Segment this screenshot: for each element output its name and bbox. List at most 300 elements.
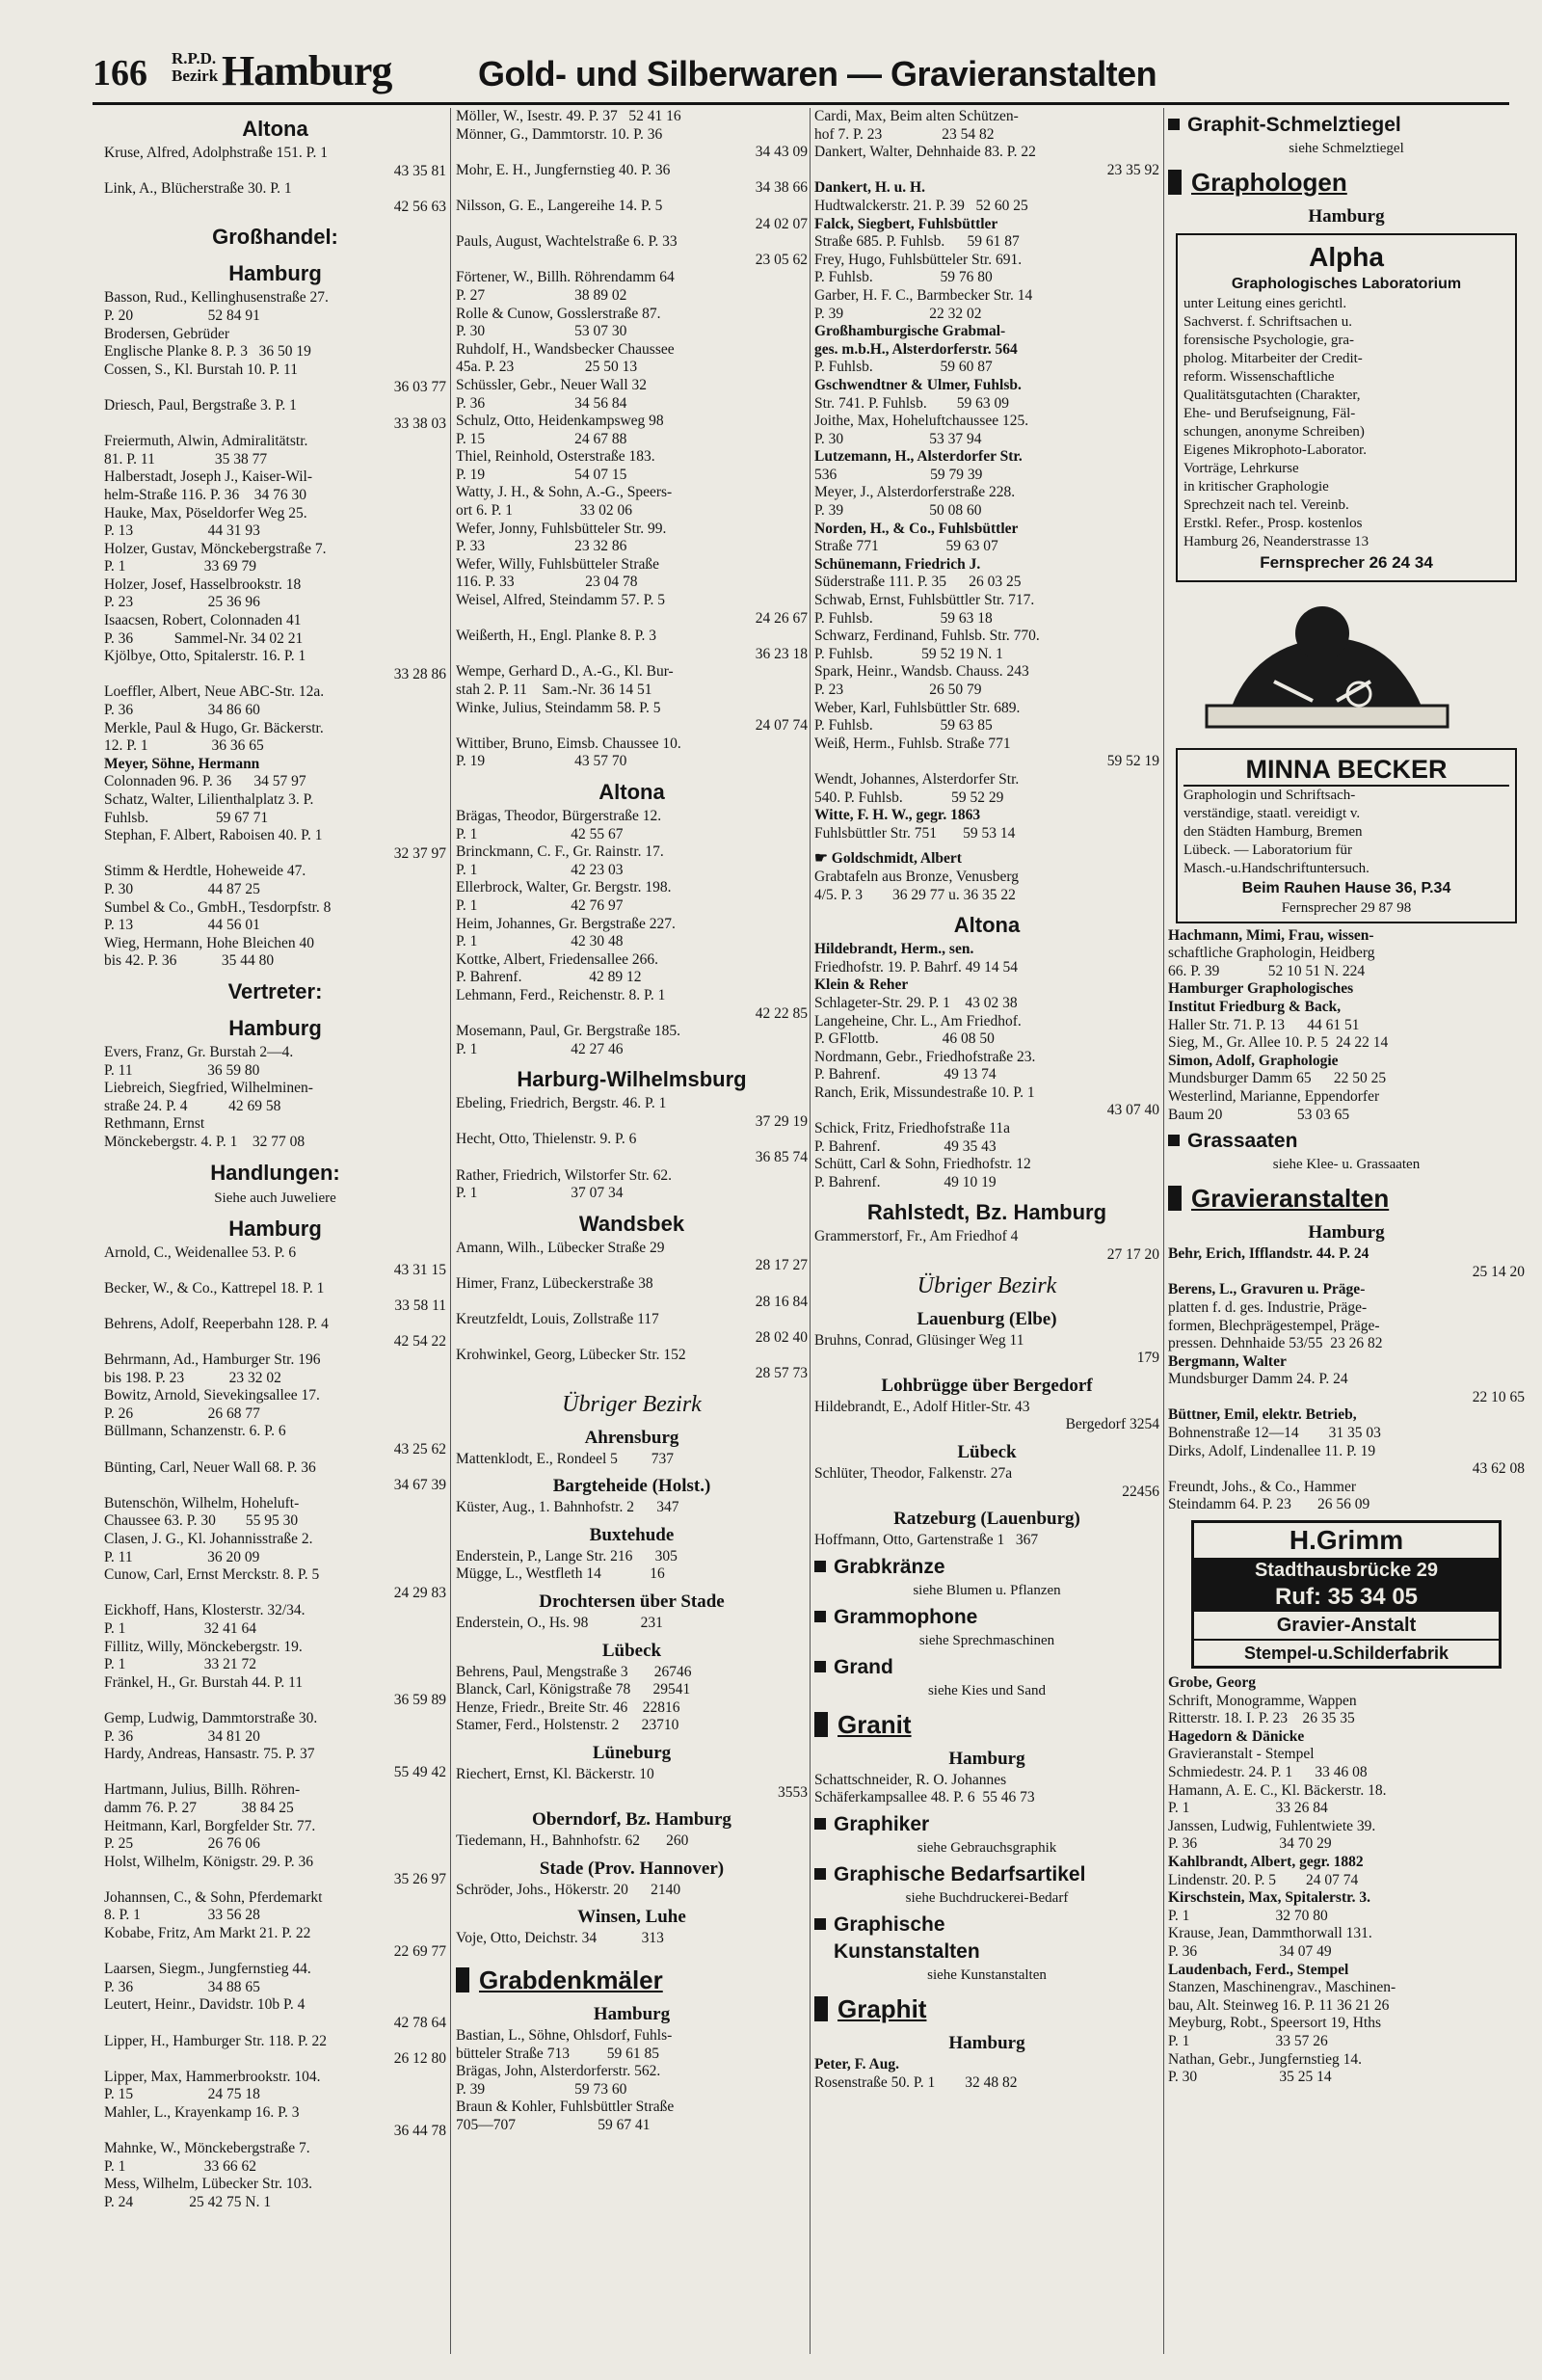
directory-entry: Cossen, S., Kl. Burstah 10. P. 11 [104,361,298,378]
entry-name: Witte, F. H. W., gegr. 1863 [814,807,981,824]
directory-entry: Rolle & Cunow, Gosslerstraße 87. [456,305,661,322]
directory-entry: hof 7. P. 23 23 54 82 [814,125,995,143]
directory-entry: Grabtafeln aus Bronze, Venusberg [814,868,1020,885]
directory-entry: P. GFlottb. 46 08 50 [814,1030,995,1048]
directory-entry: P. 36 34 56 84 [456,394,627,412]
directory-entry: P. 20 52 84 91 [104,307,260,324]
directory-entry: pressen. Dehnhaide 53/55 23 26 82 [1168,1335,1383,1352]
phone-number: 3553 [778,1783,808,1801]
directory-entry: Schmiedestr. 24. P. 1 33 46 08 [1168,1764,1368,1780]
directory-entry: Leutert, Heinr., Davidstr. 10b P. 4 [104,1996,306,2014]
directory-entry: 12. P. 1 36 36 65 [104,737,264,755]
directory-entry: Chaussee 63. P. 30 55 95 30 [104,1512,299,1530]
directory-entry: Gravieranstalt - Stempel [1168,1746,1315,1763]
directory-entry: P. Fuhlsb. 59 63 85 [814,717,993,735]
directory-entry: P. 1 42 30 48 [456,933,624,950]
directory-entry: P. 1 37 07 34 [456,1185,624,1202]
category-heading [814,1811,1159,1838]
entry-name: Kirschstein, Max, Spitalerstr. 3. [1168,1889,1370,1907]
directory-entry: 45a. P. 23 25 50 13 [456,359,638,376]
directory-entry: formen, Blechprägestempel, Präge- [1168,1317,1380,1334]
place-heading: Lübeck [601,1640,662,1661]
directory-entry: Mönckebergstr. 4. P. 1 32 77 08 [104,1133,306,1150]
category-marker-icon [814,1561,826,1572]
place-heading: Winsen, Luhe [577,1907,686,1928]
directory-entry: Watty, J. H., & Sohn, A.-G., Speers- [456,484,673,501]
phone-number: 59 52 19 [1106,753,1159,770]
category-heading-text: Grabkränze [834,1555,945,1578]
directory-entry: P. 23 26 50 79 [814,682,982,698]
category-heading [814,1604,1159,1631]
category-heading [1168,112,1525,139]
phone-number: 43 62 08 [1472,1460,1525,1478]
alpha-subtitle: Graphologisches Laboratorium [1231,276,1462,292]
directory-entry: Wieg, Hermann, Hohe Bleichen 40 [104,934,315,951]
directory-entry: Laarsen, Siegm., Jungfernstieg 44. [104,1961,311,1978]
directory-entry: platten f. d. ges. Industrie, Präge- [1168,1298,1368,1316]
phone-number: Bergedorf 3254 [1065,1416,1159,1433]
directory-entry: Weber, Karl, Fuhlsbüttler Str. 689. [814,699,1021,716]
phone-number: 28 17 27 [755,1257,808,1274]
directory-entry: damm 76. P. 27 38 84 25 [104,1799,294,1816]
directory-entry: Pauls, August, Wachtelstraße 6. P. 33 [456,233,678,251]
directory-entry: Tiedemann, H., Bahnhofstr. 62 260 [456,1832,689,1850]
directory-entry: Evers, Franz, Gr. Burstah 2—4. [104,1043,294,1060]
directory-entry: Behrens, Adolf, Reeperbahn 128. P. 4 [104,1315,329,1332]
directory-entry: bütteler Straße 713 59 61 85 [456,2045,659,2062]
place-heading: Hamburg [948,1748,1025,1769]
see-also-note: siehe Kies und Sand [927,1682,1047,1698]
column-4-middle [1168,927,1525,1514]
section-heading: Altona [953,913,1021,938]
directory-entry: Voje, Otto, Deichstr. 34 313 [456,1930,664,1947]
directory-entry: schaftliche Graphologin, Heidberg [1168,945,1375,962]
ad-line: reform. Wissenschaftliche [1183,369,1335,385]
ad-line: Sachverst. f. Schriftsachen u. [1183,314,1352,330]
ad-line: forensische Psychologie, gra- [1183,333,1355,348]
directory-entry: Straße 771 59 63 07 [814,538,998,555]
directory-entry: Lehmann, Ferd., Reichenstr. 8. P. 1 [456,986,666,1003]
phone-number: 33 28 86 [393,665,446,682]
phone-number: 22 69 77 [393,1942,446,1960]
ad-line: Vorträge, Lehrkurse [1183,461,1299,476]
directory-entry: P. 1 33 26 84 [1168,1800,1328,1817]
section-heading: Rahlstedt, Bz. Hamburg [866,1200,1107,1225]
ad-line: verständige, staatl. vereidigt v. [1183,805,1361,821]
entry-name: Hildebrandt, Herm., sen. [814,941,974,958]
directory-entry: Stanzen, Maschinengrav., Maschinen- [1168,1979,1396,1996]
directory-entry: P. 24 25 42 75 N. 1 [104,2193,272,2210]
directory-entry: P. 19 43 57 70 [456,753,627,770]
directory-entry: Süderstraße 111. P. 35 26 03 25 [814,574,1022,591]
directory-entry: P. 36 Sammel-Nr. 34 02 21 [104,629,304,647]
directory-entry: Dankert, Walter, Dehnhaide 83. P. 22 [814,144,1036,161]
city-title: Hamburg [222,47,392,94]
directory-entry: Lipper, Max, Hammerbrookstr. 104. [104,2068,321,2085]
directory-entry: Frey, Hugo, Fuhlsbütteler Str. 691. [814,251,1023,268]
page-number: 166 [93,53,147,94]
directory-entry: helm-Straße 116. P. 36 34 76 30 [104,486,306,503]
directory-entry: P. 11 36 59 80 [104,1061,260,1079]
directory-entry: Kreutzfeldt, Louis, Zollstraße 117 [456,1311,659,1328]
phone-number: 42 56 63 [393,198,446,215]
directory-entry: Ruhdolf, H., Wandsbecker Chaussee [456,340,675,358]
directory-entry: Ebeling, Friedrich, Bergstr. 46. P. 1 [456,1095,667,1112]
directory-entry: Holzer, Gustav, Mönckebergstraße 7. [104,540,327,557]
directory-entry: 8. P. 1 33 56 28 [104,1907,260,1924]
ad-line: in kritischer Graphologie [1183,479,1329,495]
directory-entry: Butenschön, Wilhelm, Hoheluft- [104,1494,300,1511]
directory-entry: P. 11 36 20 09 [104,1548,260,1565]
phone-number: 35 26 97 [393,1871,446,1888]
category-heading-text: Gravieranstalten [1191,1184,1390,1214]
directory-entry: P. 1 42 27 46 [456,1040,624,1057]
grimm-advertisement [1191,1520,1502,1669]
column-3 [814,108,1159,2364]
directory-entry: Hartmann, Julius, Billh. Röhren- [104,1781,301,1799]
directory-entry: 4/5. P. 3 36 29 77 u. 36 35 22 [814,886,1016,903]
category-heading [456,1964,808,1996]
minna-address: Beim Rauhen Hause 36, P.34 [1241,879,1451,896]
directory-entry: Hildebrandt, E., Adolf Hitler-Str. 43 [814,1398,1030,1415]
directory-entry: Hudtwalckerstr. 21. P. 39 52 60 25 [814,197,1028,214]
spacer [814,842,1159,850]
directory-entry: 66. P. 39 52 10 51 N. 224 [1168,962,1366,979]
phone-number: 42 22 85 [755,1004,808,1022]
category-heading [814,1708,1159,1741]
entry-name: ☛ Goldschmidt, Albert [814,850,962,868]
directory-entry: Fränkel, H., Gr. Burstah 44. P. 11 [104,1673,304,1691]
directory-entry: Fillitz, Willy, Mönckebergstr. 19. [104,1638,303,1655]
directory-entry: Sumbel & Co., GmbH., Tesdorpfstr. 8 [104,898,332,916]
directory-entry: Freiermuth, Alwin, Admiralitätstr. [104,433,308,450]
section-heading: Übriger Bezirk [562,1391,702,1417]
section-heading: Vertreter: [227,978,323,1003]
see-also-note: siehe Sprechmaschinen [918,1632,1055,1648]
directory-entry: Nilsson, G. E., Langereihe 14. P. 5 [456,197,663,214]
category-heading-text: Grabdenkmäler [479,1965,663,1994]
ad-line: Eigenes Mikrophoto-Laborator. [1183,442,1367,458]
column-4 [1168,108,1525,2364]
directory-entry: Winke, Julius, Steindamm 58. P. 5 [456,699,661,716]
entry-name: Gschwendtner & Ulmer, Fuhlsb. [814,376,1022,393]
place-heading: Hamburg [1308,206,1385,227]
directory-entry: Mahnke, W., Mönckebergstraße 7. [104,2140,310,2157]
phone-number: 24 29 83 [393,1584,446,1601]
directory-entry: Thiel, Reinhold, Osterstraße 183. [456,448,655,466]
section-heading: Hamburg [228,1015,322,1040]
see-also-note: siehe Buchdruckerei-Bedarf [905,1889,1069,1906]
directory-entry: Schlüter, Theodor, Falkenstr. 27a [814,1465,1013,1482]
directory-entry: Riechert, Ernst, Kl. Bäckerstr. 10 [456,1765,654,1782]
directory-entry: P. 1 32 70 80 [1168,1907,1328,1924]
category-marker-icon [814,1661,826,1672]
category-heading-text: Grammophone [834,1605,978,1628]
directory-entry: bis 42. P. 36 35 44 80 [104,952,275,970]
ad-line: schungen, anonyme Schreiben) [1183,424,1365,440]
category-marker-icon [1168,1135,1180,1146]
directory-entry: Joithe, Max, Hoheluftchaussee 125. [814,413,1029,430]
directory-entry: Meyburg, Robt., Speersort 19, Hths [1168,2015,1382,2032]
section-heading: Harburg-Wilhelmsburg [517,1067,747,1092]
section-heading: Wandsbek [578,1211,685,1236]
directory-entry: Heitmann, Karl, Borgfelder Str. 77. [104,1817,316,1834]
directory-entry: P. Fuhlsb. 59 76 80 [814,269,993,286]
entry-name: Schünemann, Friedrich J. [814,555,981,573]
directory-entry: Westerlind, Marianne, Eppendorfer [1168,1087,1380,1105]
directory-entry: Kruse, Alfred, Adolphstraße 151. P. 1 [104,145,329,161]
directory-entry: Ellerbrock, Walter, Gr. Bergstr. 198. [456,879,672,896]
place-heading: Hamburg [1308,1222,1385,1243]
rpd-label [172,50,218,85]
directory-entry: Schwarz, Ferdinand, Fuhlsb. Str. 770. [814,628,1040,645]
entry-name: Großhamburgische Grabmal- [814,323,1006,340]
category-heading [814,1554,1159,1581]
directory-entry: Möller, W., Isestr. 49. P. 37 52 41 16 [456,108,681,124]
entry-name: Dankert, H. u. H. [814,179,925,197]
directory-entry: Wefer, Jonny, Fuhlsbütteler Str. 99. [456,520,667,537]
directory-entry: Enderstein, P., Lange Str. 216 305 [456,1547,678,1564]
directory-entry: Straße 685. P. Fuhlsb. 59 61 87 [814,233,1020,251]
entry-name: Kahlbrandt, Albert, gegr. 1882 [1168,1853,1364,1870]
column-1 [104,108,446,2364]
directory-entry: Mosemann, Paul, Gr. Bergstraße 185. [456,1023,681,1040]
directory-entry: Schwab, Ernst, Fuhlsbüttler Str. 717. [814,592,1035,609]
directory-entry: P. 25 26 76 06 [104,1835,260,1853]
directory-entry: P. 36 34 86 60 [104,702,260,719]
entry-name: Berens, L., Gravuren u. Präge- [1168,1281,1366,1298]
entry-name: Meyer, Söhne, Hermann [104,755,260,772]
directory-entry: Wendt, Johannes, Alsterdorfer Str. [814,770,1020,788]
directory-entry: P. 1 33 66 62 [104,2157,257,2175]
phone-number: 24 02 07 [755,215,808,232]
directory-entry: Spark, Heinr., Wandsb. Chauss. 243 [814,663,1029,681]
directory-entry: Kobabe, Fritz, Am Markt 21. P. 22 [104,1925,311,1942]
place-heading: Bargteheide (Holst.) [552,1476,711,1497]
phone-number: 28 02 40 [755,1328,808,1346]
entry-name: Lutzemann, H., Alsterdorfer Str. [814,448,1023,466]
category-marker-icon [814,1996,828,2021]
directory-entry: Schäferkampsallee 48. P. 6 55 46 73 [814,1789,1035,1806]
directory-entry: Garber, H. F. C., Barmbecker Str. 14 [814,286,1033,304]
directory-entry: Weisel, Alfred, Steindamm 57. P. 5 [456,592,666,609]
phone-number: 43 07 40 [1106,1102,1159,1119]
see-also-note: siehe Klee- u. Grassaaten [1272,1157,1421,1173]
category-heading [1168,1128,1525,1155]
category-marker-icon [814,1918,826,1930]
graphologist-illustration-icon [1168,590,1482,735]
section-heading: Altona [598,779,665,804]
place-heading: Stade (Prov. Hannover) [539,1858,725,1879]
directory-entry: Wefer, Willy, Fuhlsbütteler Straße [456,555,660,573]
column-rule [810,108,811,2354]
directory-entry: Schüssler, Gebr., Neuer Wall 32 [456,376,648,393]
category-heading-text: Graphit [837,1993,927,2023]
category-heading [814,1912,1159,1939]
phone-number: 23 35 92 [1106,161,1159,178]
grimm-street: Stadthausbrücke 29 [1194,1558,1499,1583]
phone-number: 42 54 22 [393,1333,446,1350]
directory-entry: Bastian, L., Söhne, Ohlsdorf, Fuhls- [456,2026,673,2044]
phone-number: 24 26 67 [755,609,808,627]
directory-entry: P. 1 32 41 64 [104,1619,257,1637]
directory-entry: Behrmann, Ad., Hamburger Str. 196 [104,1351,321,1369]
page-header [93,46,1509,105]
directory-entry: Nathan, Gebr., Jungfernstieg 14. [1168,2050,1363,2068]
column-4-top [1168,112,1525,229]
directory-entry: P. 13 44 31 93 [104,522,260,540]
directory-entry: Brinckmann, C. F., Gr. Rainstr. 17. [456,843,664,861]
directory-entry: Cunow, Carl, Ernst Merckstr. 8. P. 5 [104,1566,320,1584]
directory-entry: Basson, Rud., Kellinghusenstraße 27. [104,289,329,307]
directory-entry: 540. P. Fuhlsb. 59 52 29 [814,789,1004,806]
place-heading: Drochtersen über Stade [539,1591,725,1612]
place-heading: Lübeck [957,1442,1017,1462]
directory-entry: Wempe, Gerhard D., A.-G., Kl. Bur- [456,663,674,681]
entry-name: Hamburger Graphologisches [1168,980,1354,998]
directory-entry: Kjölbye, Otto, Spitalerstr. 16. P. 1 [104,648,306,665]
directory-entry: Brägas, Theodor, Bürgerstraße 12. [456,807,662,824]
directory-entry: Cardi, Max, Beim alten Schützen- [814,108,1019,124]
alpha-advertisement [1176,233,1517,582]
directory-entry: P. Fuhlsb. 59 60 87 [814,359,993,376]
column-4-bottom [1168,1674,1525,2087]
alpha-lines [1183,295,1509,551]
category-heading [814,1861,1159,1888]
entry-name: Hagedorn & Dänicke [1168,1727,1305,1745]
directory-entry: P. 30 53 37 94 [814,430,982,447]
phone-number: 34 67 39 [393,1477,446,1494]
directory-entry: P. 36 34 07 49 [1168,1942,1332,1960]
minna-name: MINNA BECKER [1183,754,1509,787]
category-heading-text: Graphologen [1191,168,1347,197]
directory-entry: Rather, Friedrich, Wilstorfer Str. 62. [456,1166,673,1184]
place-heading: Hamburg [593,2003,671,2024]
category-heading [1168,166,1525,199]
directory-entry: Weiß, Herm., Fuhlsb. Straße 771 [814,735,1011,752]
directory-entry: Himer, Franz, Lübeckerstraße 38 [456,1275,653,1293]
category-marker-icon [1168,1186,1182,1211]
category-marker-icon [814,1818,826,1830]
phone-number: 32 37 97 [393,844,446,862]
entry-name: Bergmann, Walter [1168,1352,1287,1370]
directory-entry: P. 19 54 07 15 [456,466,627,483]
directory-entry: P. 30 35 25 14 [1168,2069,1332,2086]
minna-lines [1183,787,1509,878]
category-heading [814,1992,1159,2025]
rpd-line2: Bezirk [172,67,219,85]
category-heading-text: Graphische Bedarfsartikel [834,1862,1086,1885]
directory-entry: Steindamm 64. P. 23 26 56 09 [1168,1496,1370,1513]
ad-line: den Städten Hamburg, Bremen [1183,823,1363,840]
directory-entry: Büllmann, Schanzenstr. 6. P. 6 [104,1423,286,1440]
directory-entry: Eickhoff, Hans, Klosterstr. 32/34. [104,1602,306,1619]
category-heading: Kunstanstalten [834,1939,980,1963]
directory-entry: Weißerth, H., Engl. Planke 8. P. 3 [456,628,656,645]
directory-entry: Hecht, Otto, Thielenstr. 9. P. 6 [456,1131,637,1148]
grimm-gravier: Gravier-Anstalt [1276,1615,1417,1637]
see-also-note: siehe Schmelztiegel [1289,141,1404,156]
see-also-note: siehe Blumen u. Pflanzen [913,1582,1061,1598]
directory-entry: stah 2. P. 11 Sam.-Nr. 36 14 51 [456,682,652,698]
entry-name: Büttner, Emil, elektr. Betrieb, [1168,1406,1357,1424]
directory-entry: P. Fuhlsb. 59 63 18 [814,609,993,627]
entry-name: ges. m.b.H., Alsterdorferstr. 564 [814,340,1018,358]
directory-entry: Henze, Friedr., Breite Str. 46 22816 [456,1698,680,1716]
phone-number: 37 29 19 [755,1112,808,1130]
directory-entry: Arnold, C., Weidenallee 53. P. 6 [104,1243,297,1261]
directory-entry: P. 1 33 69 79 [104,558,257,575]
category-heading [1168,1182,1525,1215]
category-heading-text: Graphische [834,1912,945,1936]
directory-entry: Sieg, M., Gr. Allee 10. P. 5 24 22 14 [1168,1034,1389,1052]
directory-entry: Freundt, Johs., & Co., Hammer [1168,1478,1357,1495]
place-heading: Lauenburg (Elbe) [917,1308,1057,1329]
phone-number: 34 38 66 [755,179,808,197]
directory-entry: Grammerstorf, Fr., Am Friedhof 4 [814,1228,1019,1245]
entry-name: Institut Friedburg & Back, [1168,998,1342,1015]
directory-entry: P. 15 24 67 88 [456,430,627,447]
ad-line: pholog. Mitarbeiter der Credit- [1183,351,1363,366]
category-heading-text: Grassaaten [1187,1130,1298,1153]
category-heading-text: Graphit-Schmelztiegel [1187,114,1401,136]
directory-entry: Johannsen, C., & Sohn, Pferdemarkt [104,1888,323,1906]
alpha-phone: Fernsprecher 26 24 34 [1260,553,1433,572]
directory-entry: Hoffmann, Otto, Gartenstraße 1 367 [814,1532,1039,1549]
rpd-line1: R.P.D. [172,49,217,67]
directory-entry: P. Fuhlsb. 59 52 19 N. 1 [814,645,1003,662]
directory-entry: bis 198. P. 23 23 32 02 [104,1369,281,1386]
directory-entry: P. 30 44 87 25 [104,880,260,897]
directory-entry: Lipper, H., Hamburger Str. 118. P. 22 [104,2032,328,2049]
see-also-note: siehe Kunstanstalten [927,1966,1047,1983]
directory-entry: Wittiber, Bruno, Eimsb. Chaussee 10. [456,735,681,752]
category-marker-icon [814,1712,828,1737]
directory-entry: Str. 741. P. Fuhlsb. 59 63 09 [814,394,1009,412]
category-marker-icon [814,1868,826,1880]
directory-entry: P. 39 59 73 60 [456,2080,627,2098]
directory-entry: straße 24. P. 4 42 69 58 [104,1097,281,1114]
directory-entry: 116. P. 33 23 04 78 [456,574,638,591]
directory-entry: Behrens, Paul, Mengstraße 3 26746 [456,1663,692,1680]
directory-entry: P. 1 33 21 72 [104,1656,257,1673]
directory-entry: Mönner, G., Dammtorstr. 10. P. 36 [456,125,663,143]
directory-entry: Dirks, Adolf, Lindenallee 11. P. 19 [1168,1442,1376,1459]
section-heading: Hamburg [228,1216,322,1241]
directory-entry: Schattschneider, R. O. Johannes [814,1771,1007,1788]
directory-entry: Fuhlsb. 59 67 71 [104,809,269,826]
entry-name: Falck, Siegbert, Fuhlsbüttler [814,215,998,232]
directory-entry: Langeheine, Chr. L., Am Friedhof. [814,1012,1022,1030]
category-heading-text: Graphiker [834,1812,930,1835]
directory-entry: 81. P. 11 35 38 77 [104,450,268,468]
directory-entry: Amann, Wilh., Lübecker Straße 29 [456,1239,665,1256]
directory-entry: Rethmann, Ernst [104,1115,205,1133]
place-heading: Ahrensburg [584,1427,679,1448]
directory-entry: Holst, Wilhelm, Königstr. 29. P. 36 [104,1853,313,1870]
place-heading: Ratzeburg (Lauenburg) [893,1509,1080,1530]
directory-entry: Mahler, L., Krayenkamp 16. P. 3 [104,2104,300,2121]
directory-entry: Stimm & Herdtle, Hoheweide 47. [104,863,306,880]
grimm-phone: Ruf: 35 34 05 [1194,1583,1499,1612]
directory-entry: Gemp, Ludwig, Dammtorstraße 30. [104,1709,318,1726]
directory-entry: Ranch, Erik, Missundestraße 10. P. 1 [814,1083,1035,1101]
phone-number: 33 58 11 [394,1297,446,1315]
directory-entry: Haller Str. 71. P. 13 44 61 51 [1168,1016,1360,1033]
directory-entry: Schick, Fritz, Friedhofstraße 11a [814,1120,1011,1137]
entry-name: Norden, H., & Co., Fuhlsbüttler [814,520,1019,537]
directory-entry: P. 36 34 81 20 [104,1727,260,1745]
